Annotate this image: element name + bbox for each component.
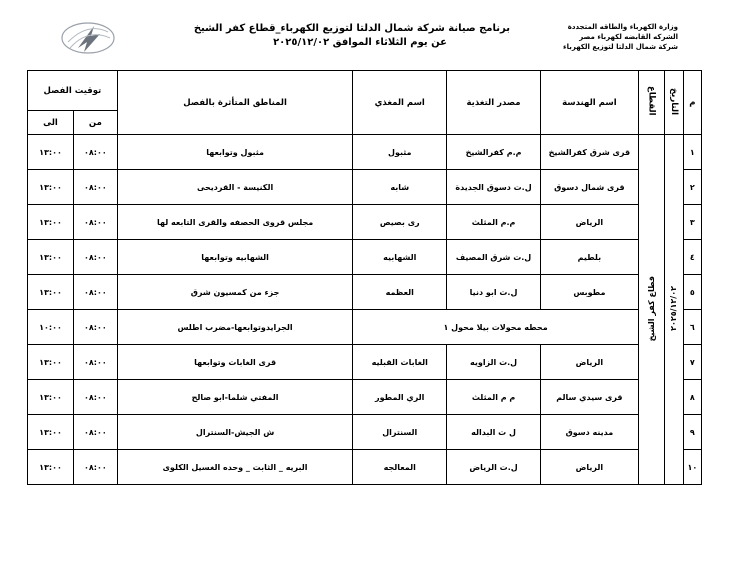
areas-cell: البريه _ الثابت _ وحده الغسيل الكلوى [117,450,353,485]
feeder-cell: رى بصيص [353,205,447,240]
to-cell: ١٣:٠٠ [28,135,74,170]
source-cell: ل.ت شرق المصيف [447,240,541,275]
areas-cell: مثبول وتوابعها [117,135,353,170]
areas-cell: قرى الغابات وتوابعها [117,345,353,380]
substation-merged-cell: محطه محولات بيلا محول ١ [353,310,638,345]
engineering-cell: الرياض [540,345,638,380]
from-cell: ٠٨:٠٠ [73,170,117,205]
title-line-program: برنامج صيانة شركة شمال الدلتا لتوزيع الكهرباء_قطاع كفر الشيخ [193,23,510,34]
row-no: ٣ [683,205,701,240]
row-no: ٨ [683,380,701,415]
from-cell: ٠٨:٠٠ [73,415,117,450]
to-cell: ١٣:٠٠ [28,345,74,380]
row-no: ٦ [683,310,701,345]
areas-cell: الجرايدوتوابعها-مضرب اطلس [117,310,353,345]
header-to: الى [28,111,74,135]
from-cell: ٠٨:٠٠ [73,240,117,275]
to-cell: ١٣:٠٠ [28,380,74,415]
row-no: ٥ [683,275,701,310]
header-feeder: اسم المغذي [353,71,447,135]
engineering-cell: قرى شرق كفرالشيخ [540,135,638,170]
header-row [28,71,702,111]
row-no: ٤ [683,240,701,275]
source-cell: م.م المثلث [447,205,541,240]
document-title [193,22,510,50]
row-no: ٢ [683,170,701,205]
areas-cell: جزء من كمسيون شرق [117,275,353,310]
header-sector: القطاع [638,71,665,135]
header-areas: المناطق المتأثرة بالفصل [117,71,353,135]
table-row [28,415,702,450]
table-row [28,275,702,310]
from-cell: ٠٨:٠٠ [73,310,117,345]
header-source: مصدر التغذية [447,71,541,135]
org-line-holding: الشركه القابضه لكهرباء مصر [579,33,678,41]
table-row [28,170,702,205]
feeder-cell: العظمه [353,275,447,310]
to-cell: ١٣:٠٠ [28,275,74,310]
feeder-cell: الشهابيه [353,240,447,275]
engineering-cell: قرى شمال دسوق [540,170,638,205]
from-cell: ٠٨:٠٠ [73,380,117,415]
areas-cell: الشهابيه وتوابعها [117,240,353,275]
engineering-cell: مدينه دسوق [540,415,638,450]
title-line-date: عن يوم الثلاثاء الموافق ٢٠٢٥/١٢/٠٢ [273,37,447,48]
org-line-ministry: وزارة الكهرباء والطاقه المتجددة [567,23,678,31]
header-no: م [683,71,701,135]
lightning-logo-icon [58,18,118,58]
header-from: من [73,111,117,135]
table-row [28,240,702,275]
to-cell: ١٣:٠٠ [28,240,74,275]
areas-cell: المفتي شلما-ابو صالح [117,380,353,415]
header-timing: توقيت الفصل [28,71,118,111]
engineering-cell: الرياض [540,205,638,240]
from-cell: ٠٨:٠٠ [73,450,117,485]
date-cell: ٢٠٢٥/١٢/٠٢ [665,135,683,485]
table-row [28,345,702,380]
table-row [28,135,702,170]
to-cell: ١٣:٠٠ [28,170,74,205]
org-line-company: شركة شمال الدلتا لتوزيع الكهرباء [563,43,678,51]
engineering-cell: بلطيم [540,240,638,275]
engineering-cell: الرياض [540,450,638,485]
feeder-cell: مثبول [353,135,447,170]
engineering-cell: مطوبس [540,275,638,310]
source-cell: ل.ت ابو دنيا [447,275,541,310]
row-no: ١ [683,135,701,170]
from-cell: ٠٨:٠٠ [73,275,117,310]
sector-cell: قطاع كفر الشيخ [638,135,665,485]
source-cell: ل.ت دسوق الجديدة [447,170,541,205]
areas-cell: مجلس قروى الحصفه والقرى التابعه لها [117,205,353,240]
table-row [28,380,702,415]
engineering-cell: قرى سيدي سالم [540,380,638,415]
to-cell: ١٣:٠٠ [28,205,74,240]
feeder-cell: الغابات القبليه [353,345,447,380]
row-no: ٩ [683,415,701,450]
table-row [28,450,702,485]
areas-cell: الكنيسة - القرديحى [117,170,353,205]
source-cell: ل.ت الرياض [447,450,541,485]
feeder-cell: شابه [353,170,447,205]
maintenance-schedule-table [27,70,702,485]
to-cell: ١٠:٠٠ [28,310,74,345]
row-no: ٧ [683,345,701,380]
from-cell: ٠٨:٠٠ [73,205,117,240]
header-date: التاريخ [665,71,683,135]
areas-cell: ش الجيش-السنترال [117,415,353,450]
feeder-cell: الري المطور [353,380,447,415]
source-cell: ل.ت الزاويه [447,345,541,380]
table-row [28,205,702,240]
row-no: ١٠ [683,450,701,485]
header-engineering: اسم الهندسة [540,71,638,135]
from-cell: ٠٨:٠٠ [73,345,117,380]
from-cell: ٠٨:٠٠ [73,135,117,170]
source-cell: ل ت البداله [447,415,541,450]
source-cell: م م المثلث [447,380,541,415]
to-cell: ١٣:٠٠ [28,415,74,450]
feeder-cell: المعالجه [353,450,447,485]
to-cell: ١٣:٠٠ [28,450,74,485]
table-row [28,310,702,345]
feeder-cell: السنترال [353,415,447,450]
source-cell: م.م كفرالشيخ [447,135,541,170]
organization-block [538,22,678,52]
